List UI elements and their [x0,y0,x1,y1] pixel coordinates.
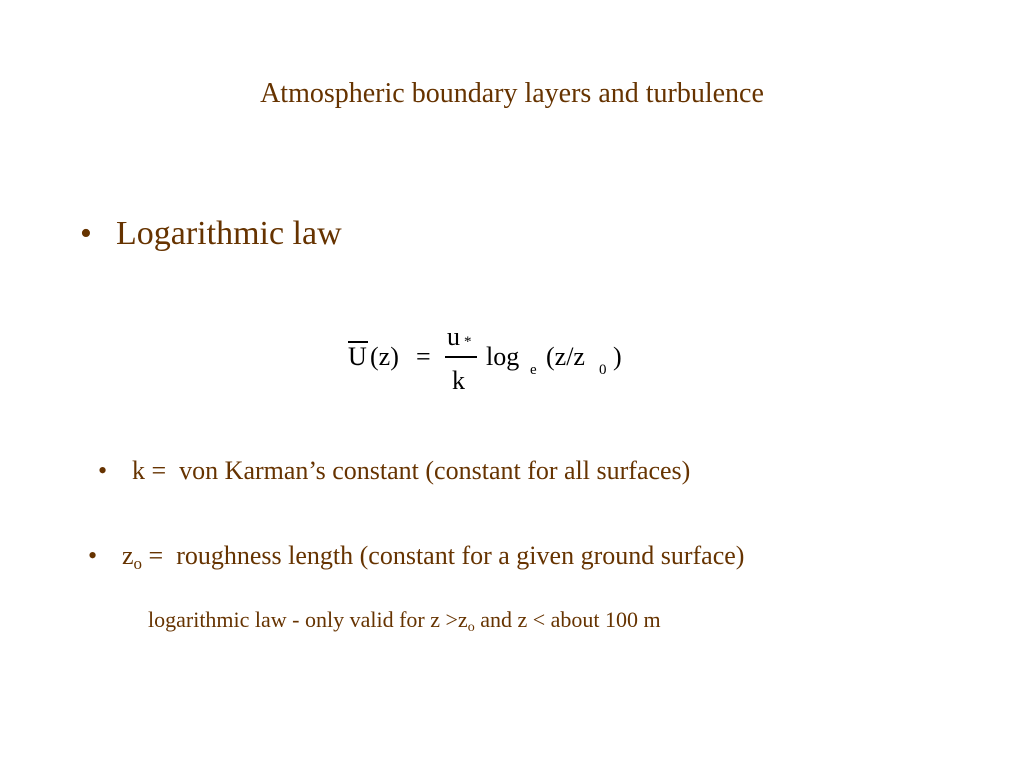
bullet-z0-lead-tail: = [142,541,164,570]
eq-lhs-arg: (z) [370,342,399,371]
bullet-glyph: • [98,456,108,485]
eq-denominator: k [452,366,465,395]
note-suffix: and z < about 100 m [474,607,661,632]
bullet-z0 [88,541,744,574]
bullet-k-text: von Karman’s constant (constant for all surfaces) [179,456,691,485]
eq-arg-open: (z/z [546,342,585,371]
bullet-glyph: • [88,541,98,570]
main-bullet-text: Logarithmic law [116,215,342,252]
bullet-z0-text: roughness length (constant for a given ground surface) [176,541,745,570]
bullet-k [98,456,690,486]
eq-numerator-subscript: * [464,334,472,350]
note-prefix: logarithmic law - only valid for z >z [148,607,468,632]
eq-log: log [486,342,520,371]
bullet-k-lead: k = [132,456,167,485]
note-subscript: o [467,620,475,635]
validity-note [148,607,661,636]
bullet-glyph: • [80,215,92,252]
eq-arg-close: ) [613,342,622,371]
eq-equals: = [416,342,431,371]
main-bullet [80,215,342,253]
fraction-bar [445,356,477,358]
bullet-z0-lead-subscript: o [133,554,143,573]
eq-log-base: e [530,362,537,378]
eq-arg-subscript: 0 [599,362,607,378]
bullet-z0-lead: z [122,541,134,570]
logarithmic-law-equation [346,322,646,402]
eq-lhs-symbol: U [348,342,367,371]
eq-numerator: u [447,322,460,351]
slide-title: Atmospheric boundary layers and turbulence [260,78,764,109]
